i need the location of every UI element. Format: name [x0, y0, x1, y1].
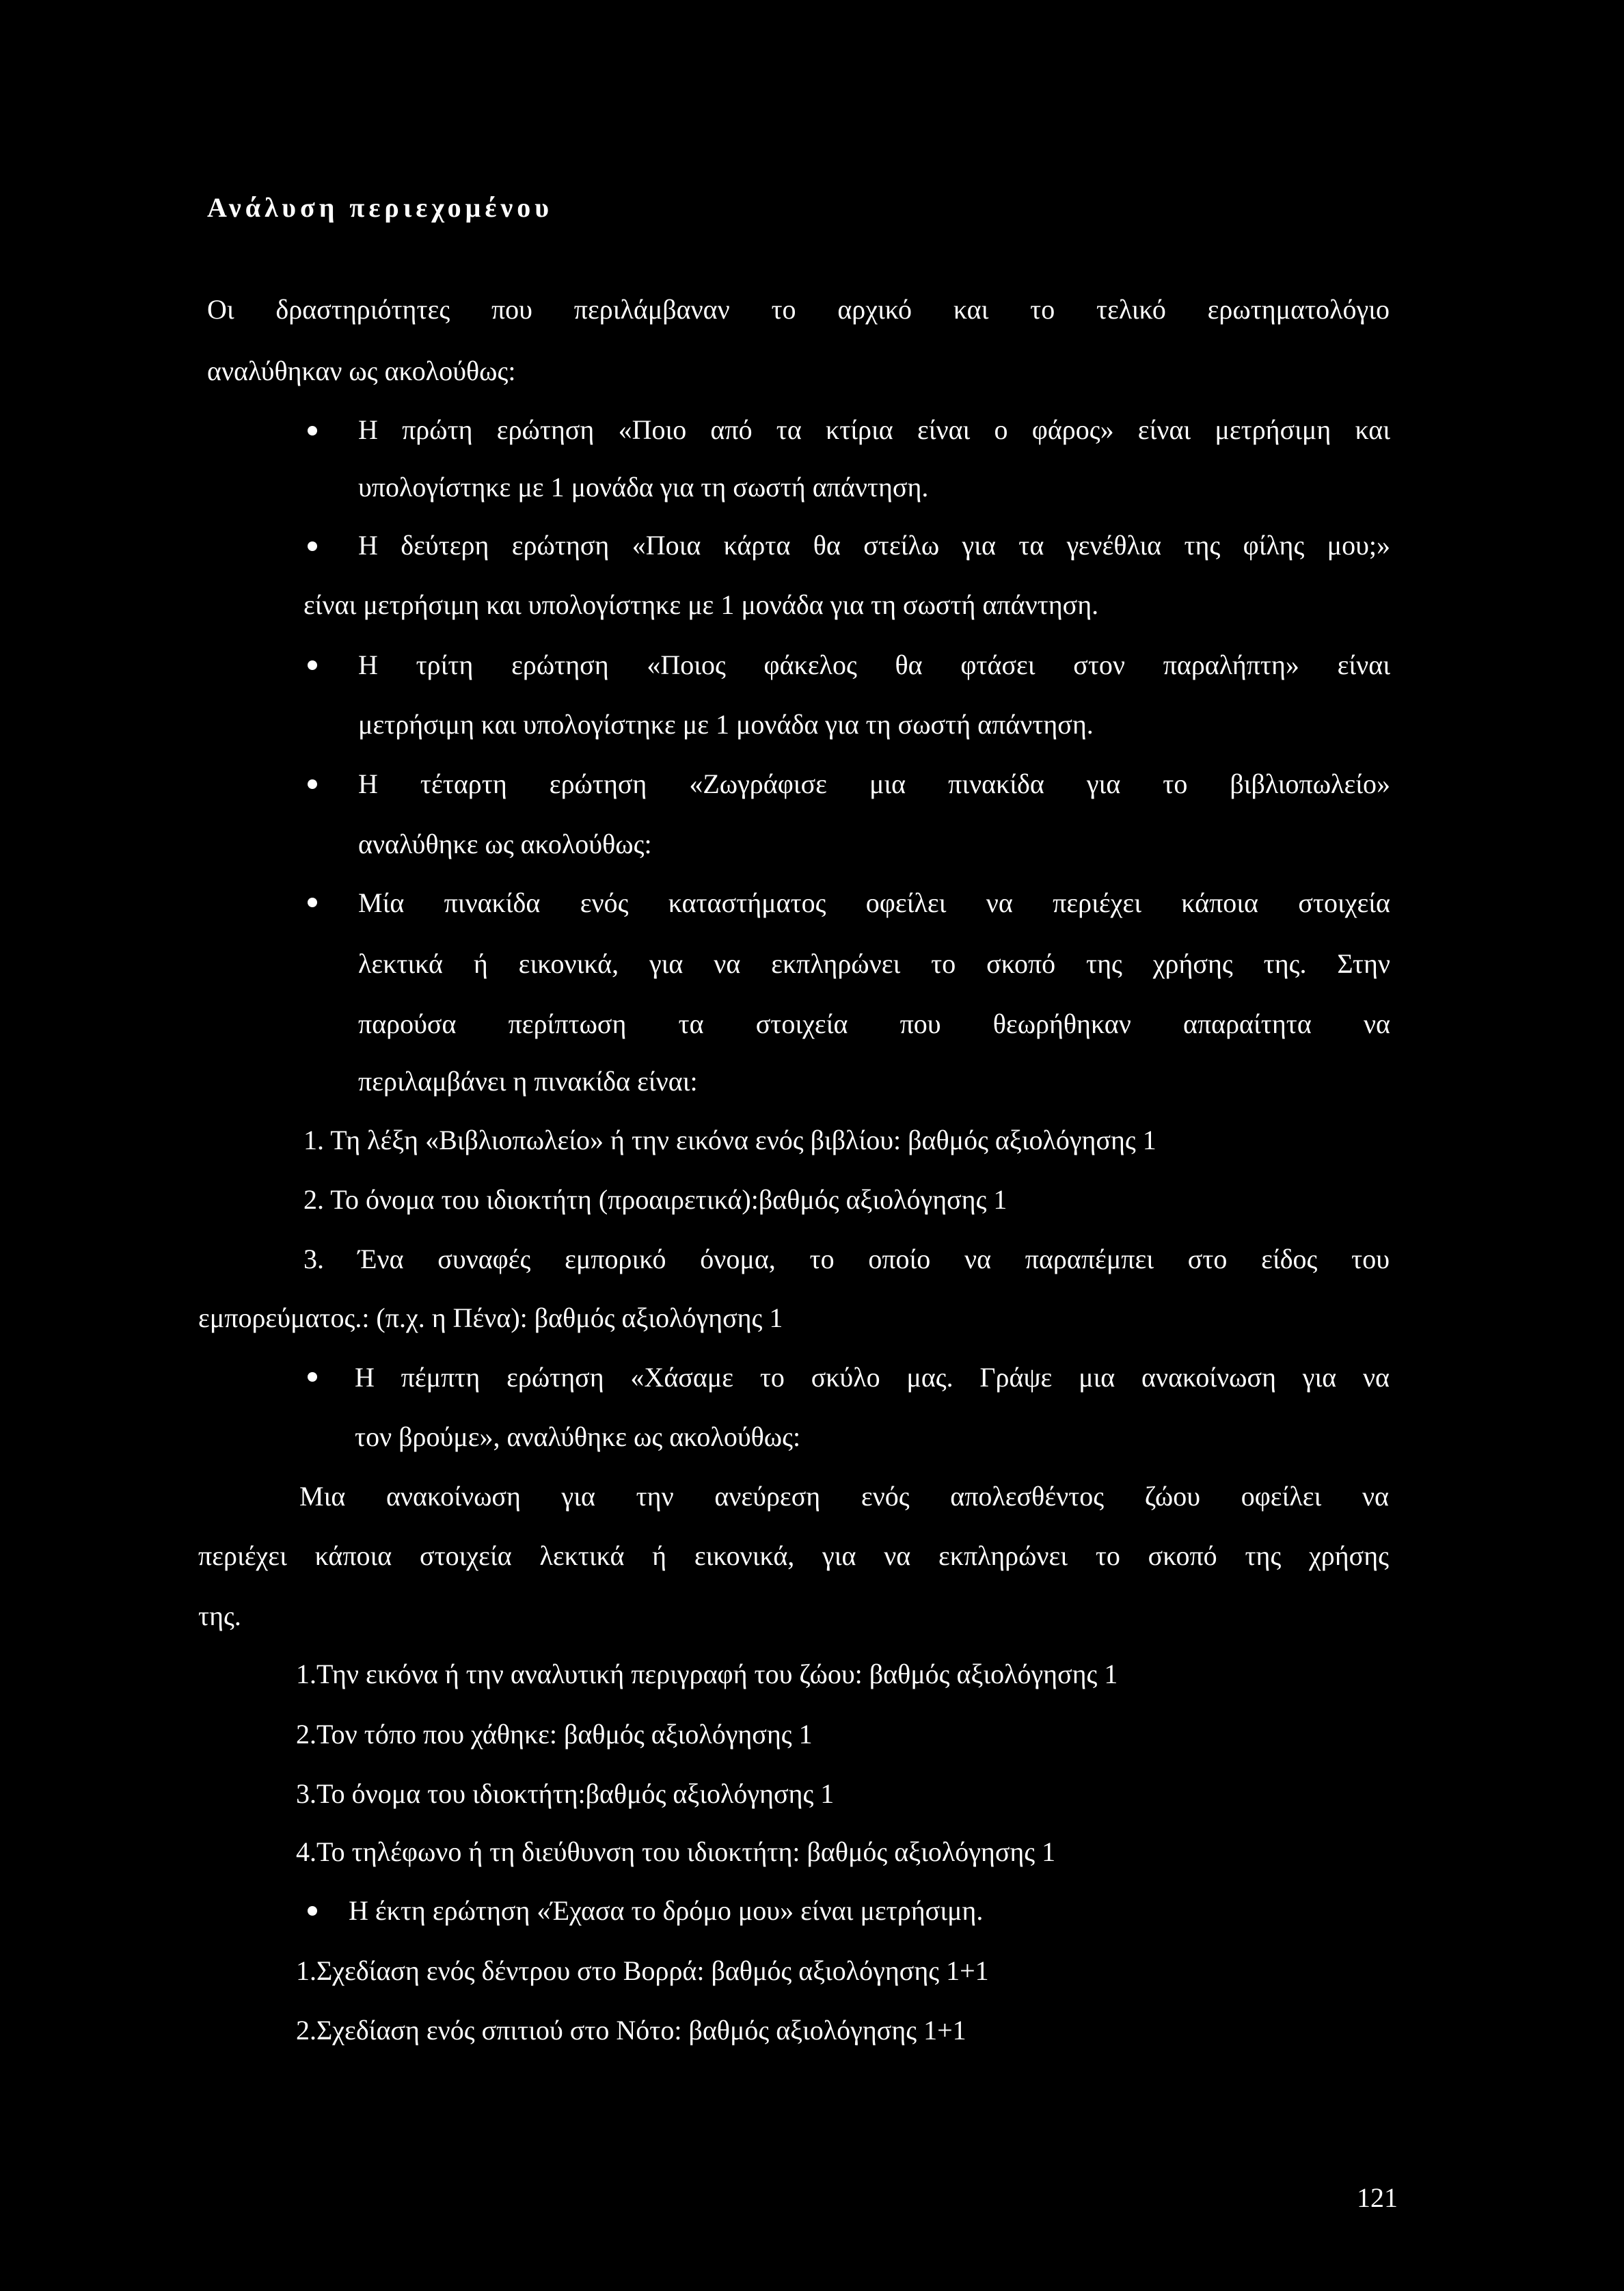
bullet-q4-sub: [308, 898, 317, 907]
page-number: 121: [1357, 2182, 1398, 2213]
q1-line-1: Η πρώτη ερώτηση «Ποιο από τα κτίρια είναι ο φάρος» είναι μετρήσιμη και: [358, 414, 1390, 445]
q6-item-2: 2.Σχεδίαση ενός σπιτιού στο Νότο: βαθμός αξιολόγησης 1+1: [296, 2015, 966, 2046]
q5-para-line-2: περιέχει κάποια στοιχεία λεκτικά ή εικονικά, για να εκπληρώνει το σκοπό της χρήσης: [198, 1540, 1389, 1571]
q4-line-2: αναλύθηκε ως ακολούθως:: [358, 829, 652, 859]
q4-item-2: 2. Το όνομα του ιδιοκτήτη (προαιρετικά):βαθμός αξιολόγησης 1: [303, 1184, 1007, 1215]
q3-line-1: Η τρίτη ερώτηση «Ποιος φάκελος θα φτάσει στον παραλήπτη» είναι: [358, 649, 1390, 680]
bullet-q3: [308, 660, 317, 670]
q4-sub-line-2: λεκτικά ή εικονικά, για να εκπληρώνει το σκοπό της χρήσης της. Στην: [358, 948, 1390, 979]
bullet-q4: [308, 779, 317, 789]
q6-line-1: Η έκτη ερώτηση «Έχασα το δρόμο μου» είναι μετρήσιμη.: [349, 1895, 984, 1926]
intro-line-1: Οι δραστηριότητες που περιλάμβαναν το αρχικό και το τελικό ερωτηματολόγιο: [207, 294, 1390, 325]
q5-item-3: 3.Το όνομα του ιδιοκτήτη:βαθμός αξιολόγησης 1: [296, 1778, 835, 1809]
q5-line-2: τον βρούμε», αναλύθηκε ως ακολούθως:: [355, 1421, 801, 1452]
section-heading: Ανάλυση περιεχομένου: [207, 192, 554, 223]
q4-sub-line-4: περιλαμβάνει η πινακίδα είναι:: [358, 1066, 698, 1097]
q4-sub-line-1: Μία πινακίδα ενός καταστήματος οφείλει να περιέχει κάποια στοιχεία: [358, 887, 1390, 918]
bullet-q5: [308, 1372, 317, 1382]
q4-item-3-line-2: εμπορεύματος.: (π.χ. η Πένα): βαθμός αξιολόγησης 1: [198, 1302, 783, 1333]
q5-item-1: 1.Την εικόνα ή την αναλυτική περιγραφή του ζώου: βαθμός αξιολόγησης 1: [296, 1659, 1118, 1689]
q5-line-1: Η πέμπτη ερώτηση «Χάσαμε το σκύλο μας. Γράψε μια ανακοίνωση για να: [355, 1362, 1390, 1393]
bullet-q2: [308, 541, 317, 551]
bullet-q1: [308, 426, 317, 436]
q4-item-1: 1. Τη λέξη «Βιβλιοπωλείο» ή την εικόνα ενός βιβλίου: βαθμός αξιολόγησης 1: [303, 1125, 1156, 1155]
q2-line-1: Η δεύτερη ερώτηση «Ποια κάρτα θα στείλω για τα γενέθλια της φίλης μου;»: [358, 530, 1390, 561]
q2-line-2: είναι μετρήσιμη και υπολογίστηκε με 1 μονάδα για τη σωστή απάντηση.: [303, 589, 1099, 620]
q3-line-2: μετρήσιμη και υπολογίστηκε με 1 μονάδα για τη σωστή απάντηση.: [358, 709, 1094, 740]
q5-item-2: 2.Τον τόπο που χάθηκε: βαθμός αξιολόγησης 1: [296, 1719, 813, 1750]
q5-item-4: 4.Το τηλέφωνο ή τη διεύθυνση του ιδιοκτήτη: βαθμός αξιολόγησης 1: [296, 1836, 1056, 1867]
q4-item-3-line-1: 3. Ένα συναφές εμπορικό όνομα, το οποίο να παραπέμπει στο είδος του: [303, 1244, 1390, 1274]
q4-sub-line-3: παρούσα περίπτωση τα στοιχεία που θεωρήθηκαν απαραίτητα να: [358, 1008, 1390, 1039]
q5-para-line-3: της.: [198, 1600, 241, 1631]
q4-line-1: Η τέταρτη ερώτηση «Ζωγράφισε μια πινακίδα για το βιβλιοπωλείο»: [358, 768, 1390, 799]
q6-item-1: 1.Σχεδίαση ενός δέντρου στο Βορρά: βαθμός αξιολόγησης 1+1: [296, 1955, 989, 1986]
intro-line-2: αναλύθηκαν ως ακολούθως:: [207, 356, 516, 386]
bullet-q6: [308, 1906, 317, 1916]
q1-line-2: υπολογίστηκε με 1 μονάδα για τη σωστή απάντηση.: [358, 472, 929, 503]
q5-para-line-1: Μια ανακοίνωση για την ανεύρεση ενός απολεσθέντος ζώου οφείλει να: [299, 1481, 1389, 1512]
